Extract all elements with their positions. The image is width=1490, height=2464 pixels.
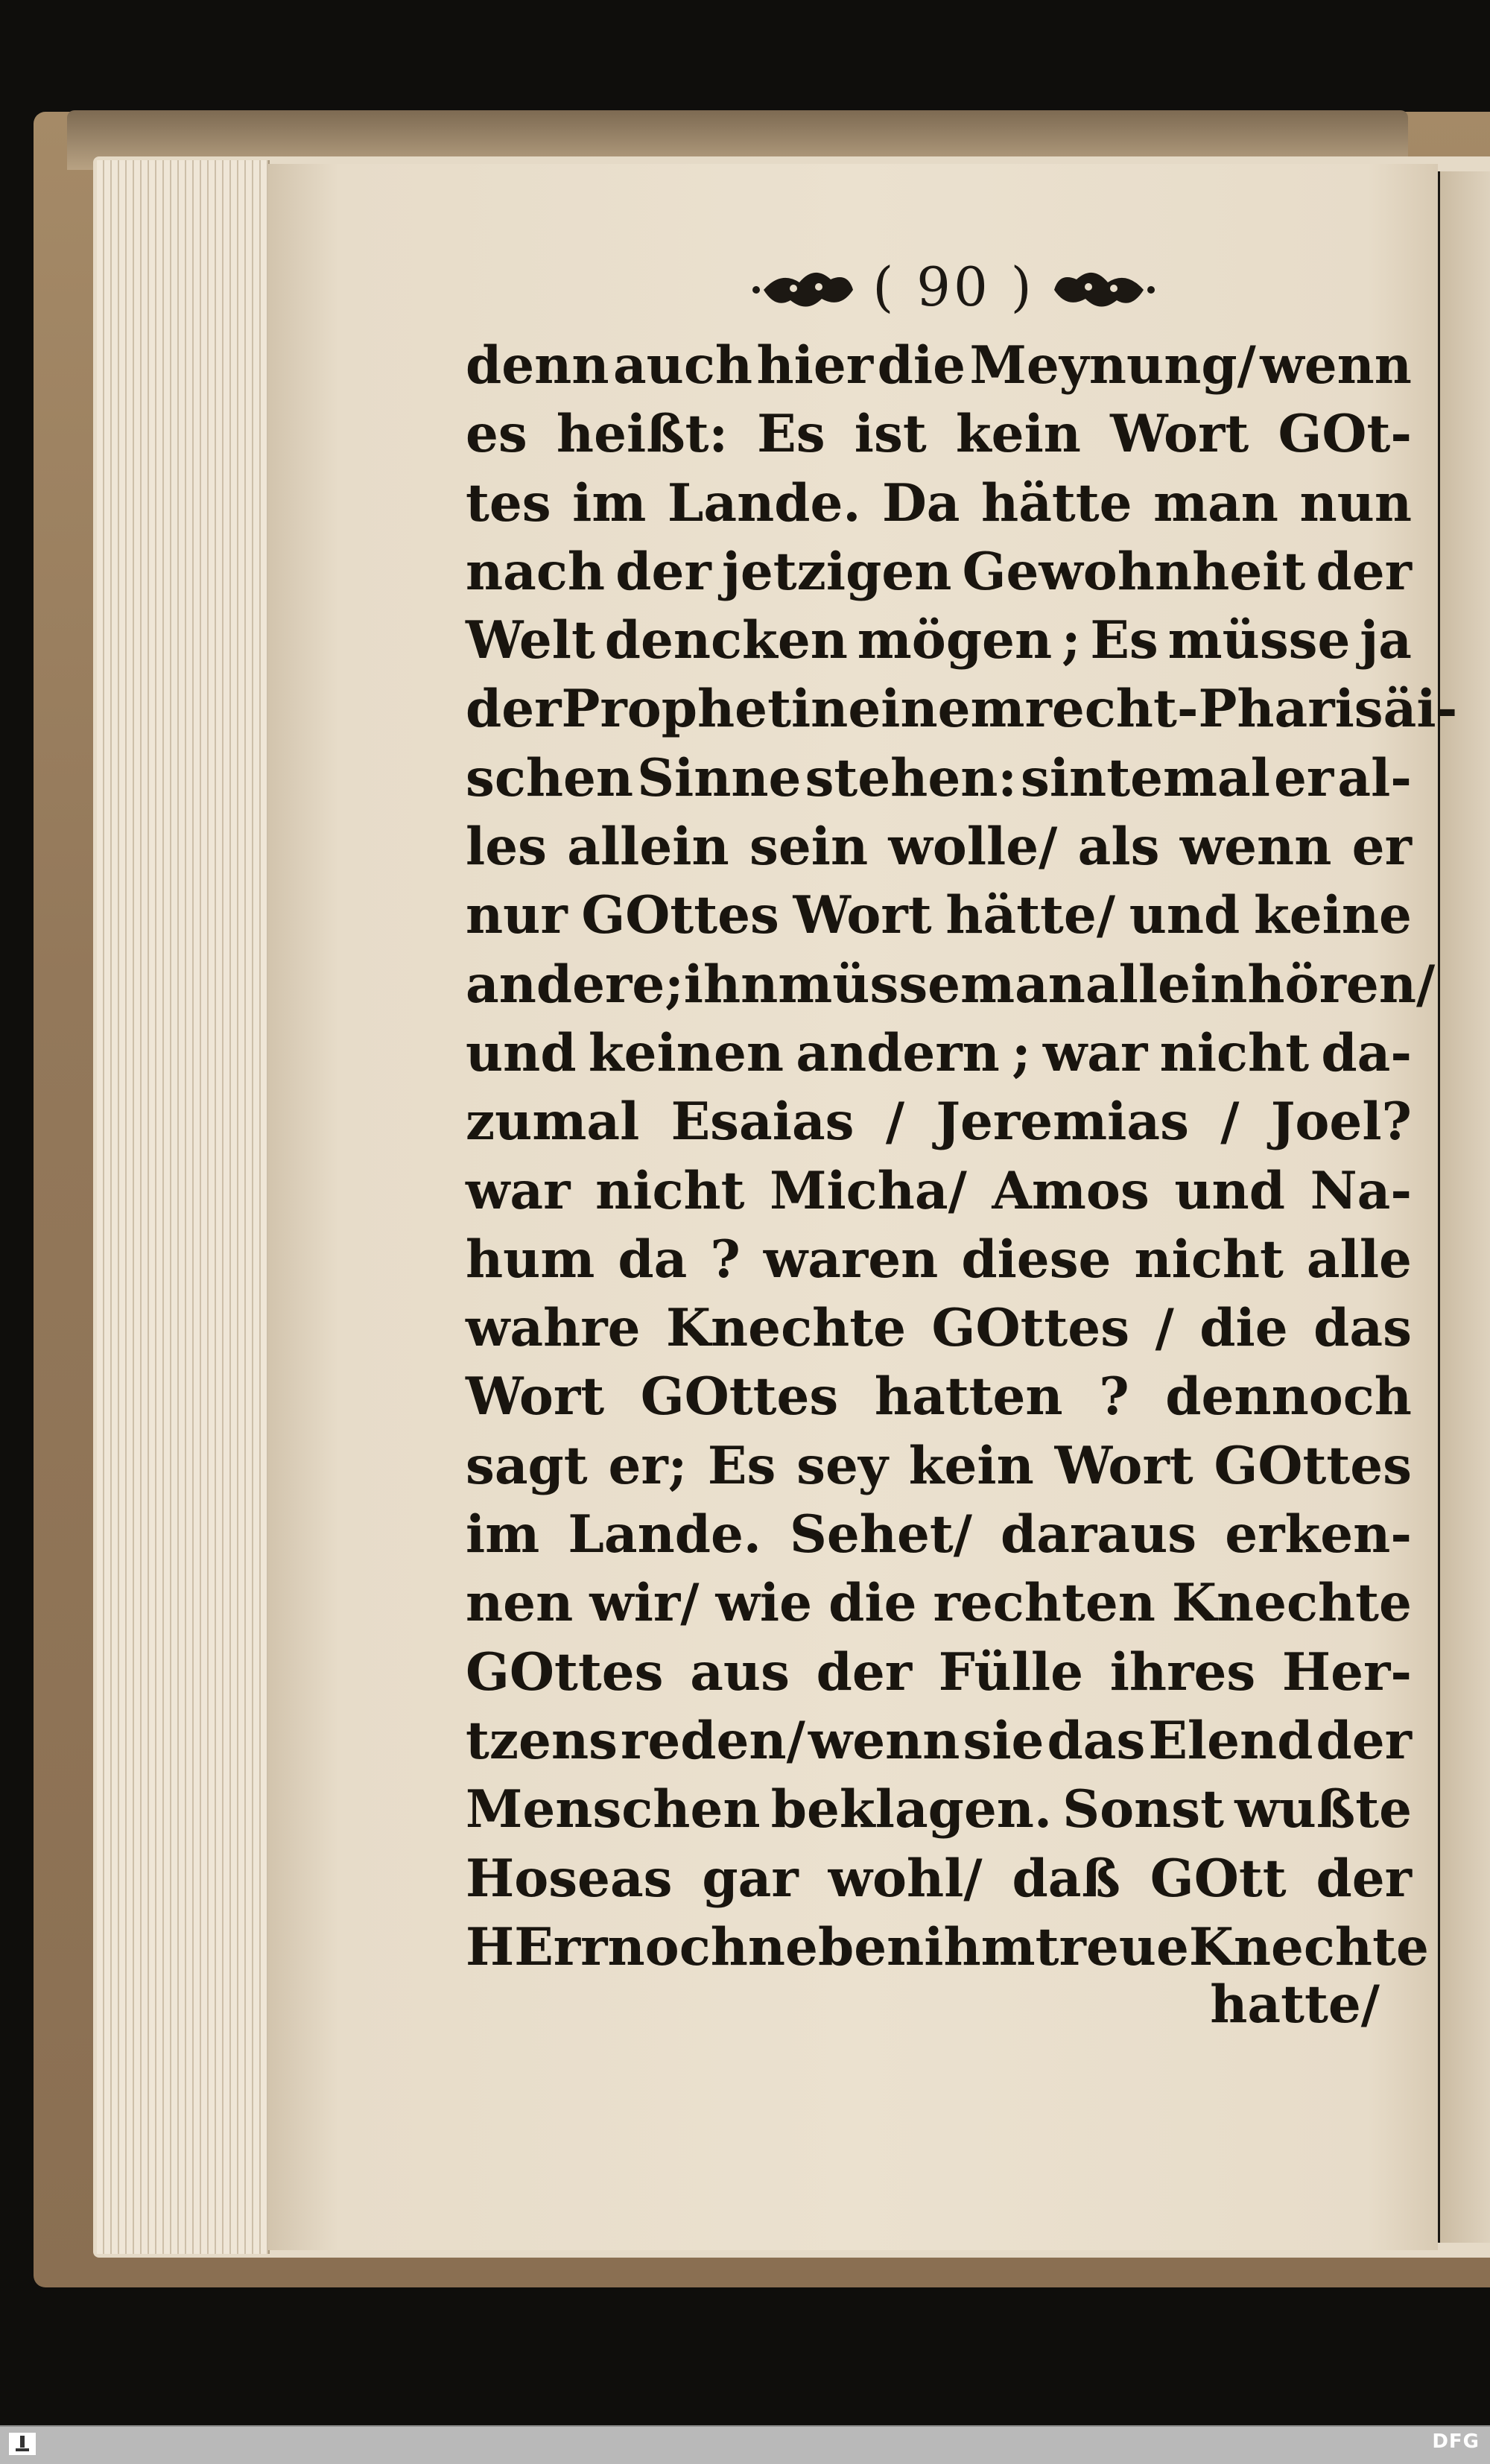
text-line bbox=[466, 332, 1412, 400]
word: Na- bbox=[1310, 1160, 1412, 1221]
text-line bbox=[466, 607, 1412, 675]
word: andere; bbox=[466, 954, 684, 1015]
word: nach bbox=[466, 541, 606, 602]
text-line bbox=[466, 1569, 1412, 1638]
word: Wort bbox=[466, 1366, 605, 1428]
word: allein bbox=[567, 817, 729, 878]
word: / bbox=[885, 1092, 905, 1153]
word: hier bbox=[756, 335, 874, 396]
word: und bbox=[1174, 1160, 1285, 1221]
word: Esaias bbox=[670, 1092, 855, 1153]
word: nicht bbox=[1159, 1022, 1310, 1083]
word: der bbox=[816, 1641, 913, 1703]
word: mögen bbox=[857, 610, 1053, 671]
text-line bbox=[466, 744, 1412, 813]
word: und bbox=[1129, 885, 1240, 946]
word: recht-Pharisäi- bbox=[1024, 679, 1458, 740]
text-line bbox=[466, 538, 1412, 607]
word: Wort bbox=[793, 885, 932, 946]
word: waren bbox=[763, 1229, 939, 1290]
text-line bbox=[466, 1157, 1412, 1226]
word: alle bbox=[1306, 1229, 1412, 1290]
word: der bbox=[615, 541, 711, 602]
word: Lande. bbox=[667, 472, 861, 533]
word: reden/ bbox=[621, 1710, 805, 1771]
word: andern bbox=[796, 1022, 1000, 1083]
word: allein bbox=[1085, 954, 1248, 1015]
word: dennoch bbox=[1165, 1366, 1412, 1428]
word: GOtt bbox=[1150, 1848, 1287, 1909]
body-text bbox=[466, 332, 1458, 1982]
word: ; bbox=[1012, 1022, 1031, 1083]
word: und bbox=[466, 1022, 577, 1083]
text-line bbox=[466, 675, 1458, 744]
word: wohl/ bbox=[828, 1848, 983, 1909]
word: GOt- bbox=[1278, 404, 1412, 465]
word: hätte bbox=[981, 472, 1132, 533]
word: müsse bbox=[778, 954, 961, 1015]
word: er bbox=[1274, 747, 1334, 808]
word: im bbox=[466, 1504, 540, 1565]
word: GOttes bbox=[640, 1366, 839, 1428]
word: Welt bbox=[466, 610, 595, 671]
word: Knechte bbox=[1188, 1916, 1429, 1977]
word: Amos bbox=[992, 1160, 1150, 1221]
word: hätte/ bbox=[945, 885, 1116, 946]
word: man bbox=[1153, 472, 1278, 533]
word: noch bbox=[607, 1916, 748, 1977]
page-header bbox=[741, 250, 1166, 324]
word: der bbox=[466, 679, 562, 740]
word: Wort bbox=[1054, 1435, 1193, 1496]
word: gar bbox=[702, 1848, 799, 1909]
word: / bbox=[1220, 1092, 1240, 1153]
word: müsse bbox=[1167, 610, 1351, 671]
word: schen bbox=[466, 747, 634, 808]
text-line bbox=[466, 1432, 1412, 1501]
word: tzens bbox=[466, 1710, 618, 1771]
word: GOttes bbox=[1214, 1435, 1412, 1496]
word: der bbox=[1316, 541, 1412, 602]
word: Knechte bbox=[1171, 1573, 1412, 1634]
word: al- bbox=[1337, 747, 1412, 808]
word: man bbox=[960, 954, 1085, 1015]
word: hatten bbox=[874, 1366, 1063, 1428]
word: da- bbox=[1321, 1022, 1412, 1083]
word: war bbox=[466, 1160, 571, 1221]
word: heißt: bbox=[556, 404, 728, 465]
text-line bbox=[466, 1294, 1412, 1363]
text-line bbox=[466, 1638, 1412, 1707]
word: jetzigen bbox=[721, 541, 952, 602]
word: Da bbox=[881, 472, 960, 533]
word: Meynung/ bbox=[969, 335, 1256, 396]
word: tes bbox=[466, 472, 551, 533]
word: Es bbox=[1090, 610, 1158, 671]
word: diese bbox=[961, 1229, 1112, 1290]
word: Wort bbox=[1110, 404, 1249, 465]
word: Knechte bbox=[666, 1298, 907, 1359]
text-line bbox=[466, 1501, 1412, 1569]
word: der bbox=[1316, 1848, 1412, 1909]
word: wir/ bbox=[589, 1573, 700, 1634]
text-line bbox=[466, 951, 1436, 1019]
word: ihm bbox=[924, 1916, 1036, 1977]
word: stehen: bbox=[805, 747, 1017, 808]
word: denn bbox=[466, 335, 609, 396]
word: wenn bbox=[808, 1710, 960, 1771]
word: Prophet bbox=[561, 679, 791, 740]
text-line bbox=[466, 1913, 1429, 1982]
word: erken- bbox=[1225, 1504, 1412, 1565]
word: kein bbox=[955, 404, 1081, 465]
page-number: ( 90 ) bbox=[872, 256, 1035, 318]
word: das bbox=[1047, 1710, 1146, 1771]
word: treue bbox=[1035, 1916, 1189, 1977]
word: die bbox=[828, 1573, 917, 1634]
word: die bbox=[1199, 1298, 1288, 1359]
word: daraus bbox=[1001, 1504, 1197, 1565]
word: die bbox=[877, 335, 966, 396]
word: zumal bbox=[466, 1092, 640, 1153]
word: im bbox=[572, 472, 647, 533]
word: keinen bbox=[588, 1022, 784, 1083]
word: nur bbox=[466, 885, 568, 946]
word: GOttes bbox=[931, 1298, 1130, 1359]
word: Menschen bbox=[466, 1779, 761, 1840]
word: keine bbox=[1253, 885, 1412, 946]
word: Sinne bbox=[637, 747, 802, 808]
text-line bbox=[466, 400, 1412, 469]
word: hören/ bbox=[1247, 954, 1436, 1015]
word: Gewohnheit bbox=[962, 541, 1306, 602]
word: einem bbox=[848, 679, 1025, 740]
word: Fülle bbox=[938, 1641, 1084, 1703]
word: ihres bbox=[1109, 1641, 1256, 1703]
word: wenn bbox=[1260, 335, 1412, 396]
text-line bbox=[466, 1226, 1412, 1294]
text-line bbox=[466, 1707, 1412, 1776]
word: nen bbox=[466, 1573, 574, 1634]
text-line bbox=[466, 1776, 1412, 1844]
word: Her- bbox=[1281, 1641, 1412, 1703]
word: Elend bbox=[1148, 1710, 1313, 1771]
library-logo-icon bbox=[6, 2430, 39, 2457]
word: les bbox=[466, 817, 547, 878]
text-line bbox=[466, 1845, 1412, 1913]
word: er bbox=[1351, 817, 1412, 878]
word: wenn bbox=[1179, 817, 1332, 878]
word: in bbox=[790, 679, 849, 740]
word: HErr bbox=[466, 1916, 608, 1977]
word: Lande. bbox=[568, 1504, 761, 1565]
word: sie bbox=[963, 1710, 1044, 1771]
word: war bbox=[1042, 1022, 1148, 1083]
word: es bbox=[466, 404, 527, 465]
ornament-right-icon bbox=[1048, 257, 1160, 317]
word: beklagen. bbox=[770, 1779, 1052, 1840]
word: da bbox=[618, 1229, 688, 1290]
word: Sehet/ bbox=[790, 1504, 972, 1565]
word: er; bbox=[608, 1435, 688, 1496]
word: Micha/ bbox=[770, 1160, 967, 1221]
word: kein bbox=[908, 1435, 1034, 1496]
word: rechten bbox=[933, 1573, 1155, 1634]
word: auch bbox=[612, 335, 753, 396]
next-page-edge bbox=[1438, 171, 1490, 2243]
word: wolle/ bbox=[888, 817, 1058, 878]
word: sein bbox=[749, 817, 869, 878]
word: sey bbox=[796, 1435, 888, 1496]
word: nicht bbox=[1134, 1229, 1284, 1290]
text-line bbox=[466, 1363, 1412, 1431]
footer-strip bbox=[0, 2425, 1490, 2464]
text-line bbox=[466, 813, 1412, 881]
dfg-logo: DFG bbox=[1432, 2430, 1480, 2453]
word: GOttes bbox=[581, 885, 779, 946]
word: daß bbox=[1012, 1848, 1120, 1909]
word: Es bbox=[757, 404, 825, 465]
text-line bbox=[466, 469, 1412, 538]
word: ist bbox=[854, 404, 927, 465]
word: aus bbox=[690, 1641, 790, 1703]
word: Hoseas bbox=[466, 1848, 673, 1909]
word: ja bbox=[1360, 610, 1412, 671]
ornament-left-icon bbox=[747, 257, 859, 317]
word: sagt bbox=[466, 1435, 588, 1496]
word: der bbox=[1316, 1710, 1412, 1771]
word: Sonst bbox=[1062, 1779, 1224, 1840]
word: wie bbox=[715, 1573, 813, 1634]
word: Joel? bbox=[1270, 1092, 1412, 1153]
page-edges bbox=[97, 160, 270, 2254]
text-line bbox=[466, 881, 1412, 950]
word: Jeremias bbox=[936, 1092, 1189, 1153]
text-line bbox=[466, 1088, 1412, 1156]
word: GOttes bbox=[466, 1641, 664, 1703]
word: / bbox=[1155, 1298, 1174, 1359]
word: Es bbox=[707, 1435, 776, 1496]
word: sintemal bbox=[1020, 747, 1270, 808]
word: als bbox=[1077, 817, 1160, 878]
word: neben bbox=[747, 1916, 925, 1977]
word: nicht bbox=[595, 1160, 745, 1221]
word: wußte bbox=[1234, 1779, 1412, 1840]
word: ihn bbox=[683, 954, 779, 1015]
word: ? bbox=[710, 1229, 741, 1290]
word: hum bbox=[466, 1229, 595, 1290]
word: ? bbox=[1099, 1366, 1129, 1428]
word: das bbox=[1313, 1298, 1412, 1359]
catchword: hatte/ bbox=[1210, 1974, 1380, 2035]
text-line bbox=[466, 1019, 1412, 1088]
word: dencken bbox=[604, 610, 848, 671]
word: ; bbox=[1062, 610, 1081, 671]
word: wahre bbox=[466, 1298, 641, 1359]
word: nun bbox=[1299, 472, 1412, 533]
